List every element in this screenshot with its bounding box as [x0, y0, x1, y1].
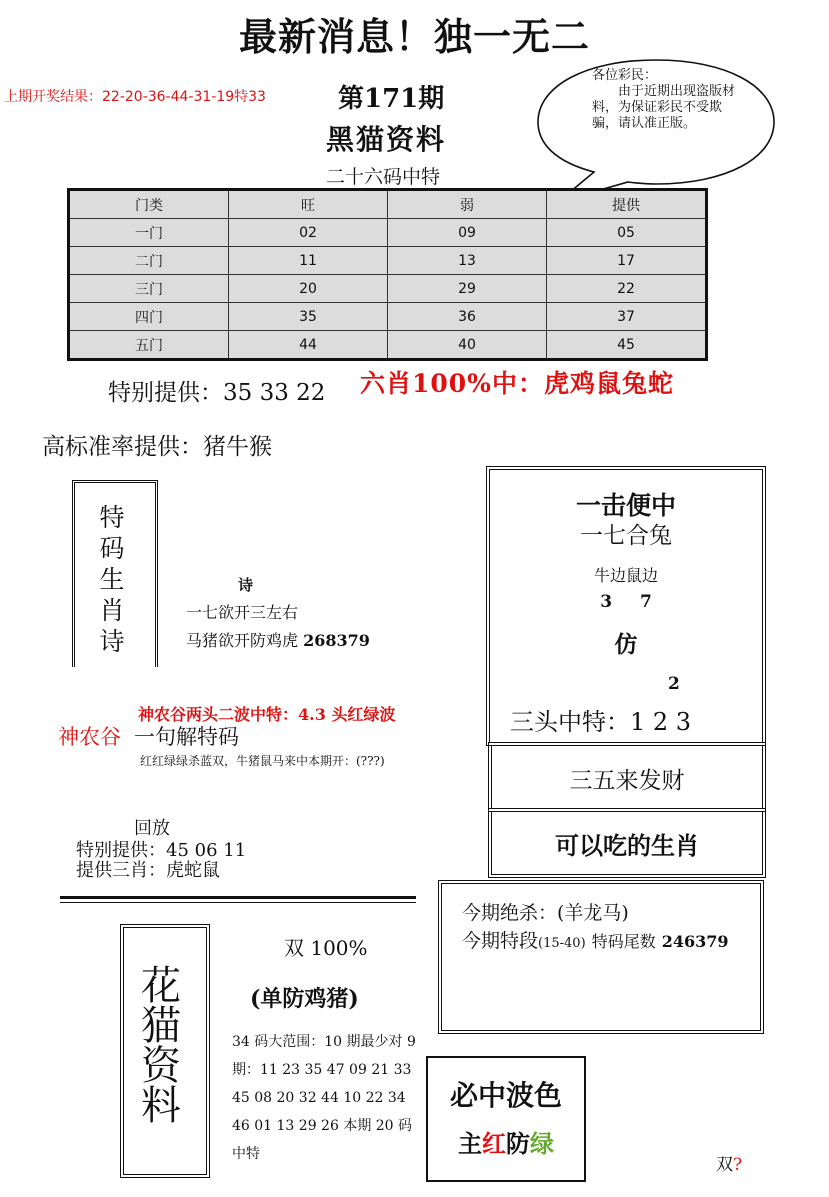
table-cell: 37 — [547, 303, 707, 331]
huamao-title-char: 花 — [141, 963, 181, 1009]
huamao-title-char: 猫 — [141, 1003, 181, 1049]
table-cell: 29 — [388, 275, 547, 303]
section-divider — [60, 896, 416, 903]
single-guard-line: (单防鸡猪) — [250, 986, 359, 1012]
table-row — [69, 247, 707, 275]
publication-name: 黑猫资料 — [326, 123, 447, 156]
segment-tail-number: 246379 — [661, 932, 729, 951]
header-provide: 提供 — [547, 190, 707, 219]
wave-line — [426, 1124, 586, 1159]
strike-title: 一击便中 — [575, 491, 676, 520]
segment-line — [462, 926, 729, 953]
header-category: 门类 — [69, 190, 229, 219]
table-row — [69, 331, 707, 360]
table-cell: 44 — [229, 331, 388, 360]
strike-subtitle: 一七合兔 — [580, 523, 672, 549]
table-cell: 13 — [388, 247, 547, 275]
poem-title-char: 诗 — [99, 627, 125, 656]
table-row — [69, 275, 707, 303]
table-cell: 四门 — [69, 303, 229, 331]
footer-question-mark: ? — [733, 1155, 743, 1175]
table-cell: 05 — [547, 219, 707, 247]
replay-three-zodiac: 提供三肖：虎蛇鼠 — [76, 860, 220, 881]
table-cell: 45 — [547, 331, 707, 360]
gates-table — [67, 188, 708, 361]
segment-range: (15-40) — [538, 936, 586, 951]
double-line: 双 100% — [284, 936, 368, 960]
replay-special: 特别提供：45 06 11 — [76, 840, 247, 861]
shennong-wave-line: 神农谷两头二波中特：4.3 头红绿波 — [138, 705, 396, 724]
table-cell: 二门 — [69, 247, 229, 275]
poem-line-1: 一七欲开三左右 — [186, 603, 299, 622]
poem-line-2 — [186, 628, 370, 651]
high-standard-line: 高标准率提供：猪牛猴 — [42, 434, 272, 460]
segment-prefix: 今期特段 — [462, 930, 539, 952]
poem-title-char: 码 — [99, 534, 125, 563]
footer-note — [716, 1150, 742, 1175]
wave-main-color: 红 — [482, 1129, 506, 1158]
header-weak: 弱 — [388, 190, 547, 219]
table-caption: 二十六码中特 — [326, 166, 441, 188]
six-zodiac-line: 六肖100%中：虎鸡鼠兔蛇 — [360, 369, 674, 398]
wave-main-label: 主 — [458, 1129, 482, 1158]
table-row — [69, 303, 707, 331]
issue-number: 第171期 — [338, 84, 445, 114]
huamao-title — [132, 963, 190, 1129]
edible-zodiac-text: 可以吃的生肖 — [555, 831, 699, 860]
replay-label: 回放 — [134, 818, 170, 839]
poem-line-2-number: 268379 — [303, 631, 370, 650]
table-cell: 20 — [229, 275, 388, 303]
kill-line: 今期绝杀：(羊龙马) — [462, 902, 629, 924]
huamao-title-char: 资 — [141, 1043, 181, 1089]
table-cell: 三门 — [69, 275, 229, 303]
shennong-title-black: 一句解特码 — [134, 725, 239, 749]
table-row — [69, 219, 707, 247]
table-cell: 22 — [547, 275, 707, 303]
shennong-title-red: 神农谷 — [58, 725, 121, 749]
poem-heading: 诗 — [238, 576, 254, 594]
previous-draw-result: 上期开奖结果：22-20-36-44-31-19特33 — [4, 89, 266, 105]
poem-title — [96, 502, 128, 657]
three-heads-line: 三头中特：1 2 3 — [510, 708, 692, 736]
strike-fang: 仿 — [614, 631, 638, 658]
poem-line-2-text: 马猪欲开防鸡虎 — [186, 631, 299, 650]
notice-body: 由于近期出现盗版材料，为保证彩民不受欺骗，请认准正版。 — [592, 84, 736, 131]
poem-title-char: 特 — [99, 503, 125, 532]
shennong-riddle: 红红绿绿杀蓝双，牛猪鼠马来中本期开：(???) — [140, 754, 385, 768]
table-cell: 09 — [388, 219, 547, 247]
table-header-row — [69, 190, 707, 219]
wave-guard-label: 防 — [506, 1129, 530, 1158]
table-cell: 五门 — [69, 331, 229, 360]
huamao-title-char: 料 — [141, 1083, 181, 1129]
notice-text — [592, 68, 740, 132]
poem-title-char: 生 — [99, 565, 125, 594]
table-cell: 35 — [229, 303, 388, 331]
strike-two: 2 — [668, 674, 680, 694]
table-cell: 40 — [388, 331, 547, 360]
range-text: 34 码大范围：10 期最少对 9 期：11 23 35 47 09 21 33 45 08 20 32 44 10 22 34 46 01 13 29 26 本期 20 码中特 — [232, 1034, 416, 1162]
header-strong: 旺 — [229, 190, 388, 219]
table-cell: 02 — [229, 219, 388, 247]
table-cell: 36 — [388, 303, 547, 331]
table-cell: 一门 — [69, 219, 229, 247]
strike-line: 牛边鼠边 — [593, 566, 658, 585]
special-offer: 特别提供：35 33 22 — [108, 380, 326, 406]
notice-greeting: 各位彩民： — [592, 68, 658, 83]
fortune-text: 三五来发财 — [569, 768, 685, 794]
table-cell: 11 — [229, 247, 388, 275]
strike-numbers: 3 7 — [600, 592, 652, 612]
table-cell: 17 — [547, 247, 707, 275]
footer-note-text: 双 — [716, 1155, 733, 1175]
wave-guard-color: 绿 — [530, 1129, 554, 1158]
poem-title-char: 肖 — [99, 596, 125, 625]
page-headline: 最新消息！独一无二 — [238, 14, 590, 59]
wave-title: 必中波色 — [449, 1079, 562, 1112]
segment-tail-label: 特码尾数 — [591, 932, 656, 951]
